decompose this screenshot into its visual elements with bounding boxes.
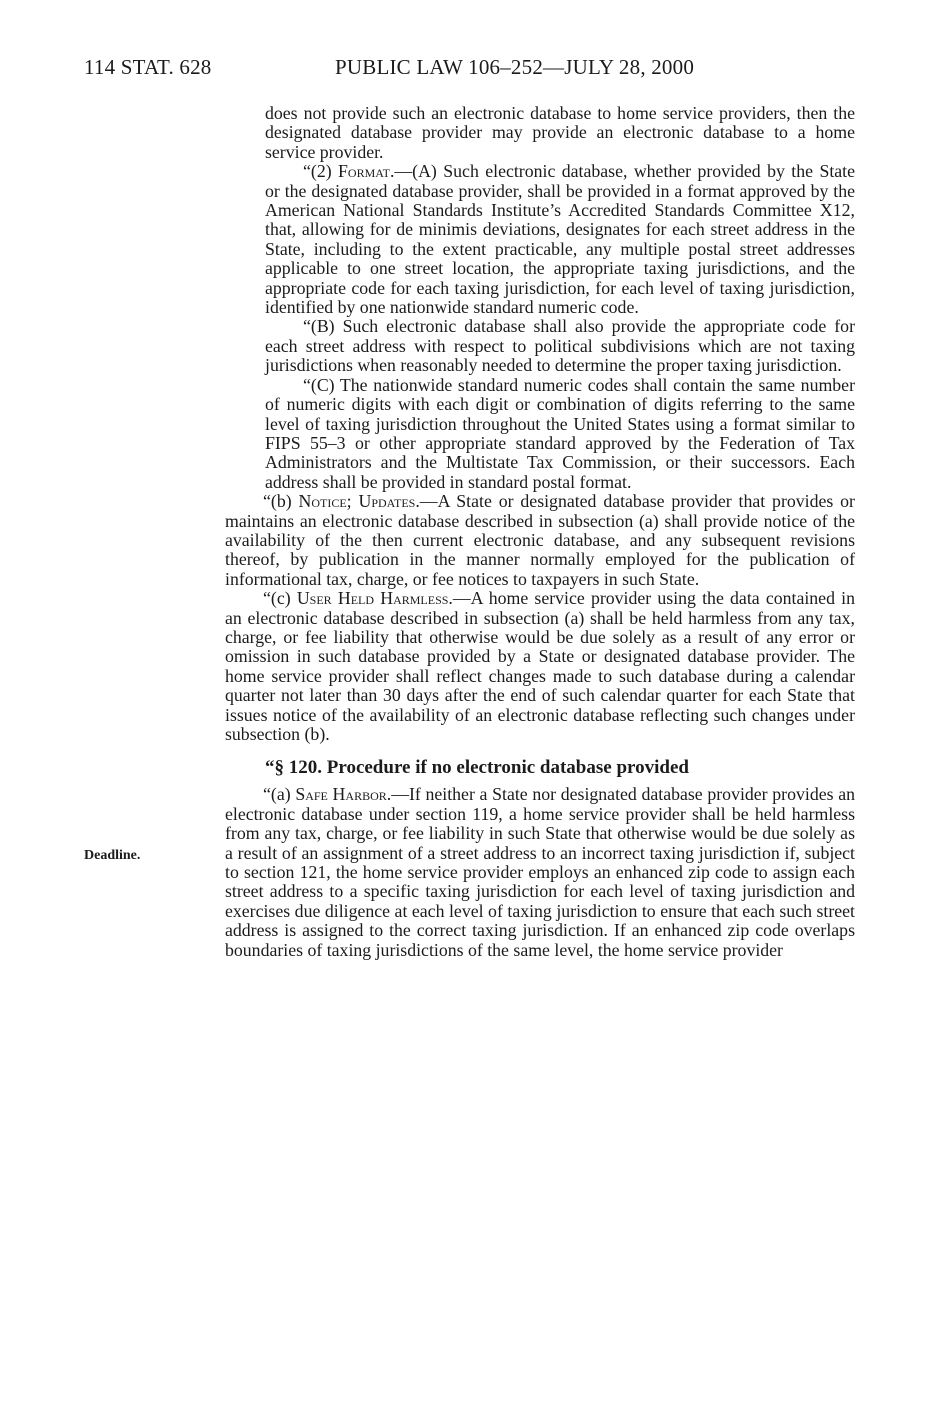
paragraph-notice-updates: [225, 492, 855, 589]
paragraph-lead: “(c): [263, 588, 297, 609]
public-law-title: PUBLIC LAW 106–252—JULY 28, 2000: [335, 55, 695, 79]
paragraph-format: [225, 162, 855, 317]
paragraph-text: —A home service provider using the data contained in an electronic database described in subsection (a) shall be held harmless from any tax, charge, or fee liability that otherwise would be due solely as a result of any error or omission in such database provided by a State or designated database provider. The home service provider shall reflect changes made to such database during a calendar quarter not later than 30 days after the end of such calendar quarter for each State that issues notice of the availability of an electronic database reflecting such changes under subsection (b).: [225, 588, 855, 744]
section-heading-safe-harbor: Safe Harbor.: [295, 784, 392, 805]
document-body: [225, 104, 855, 960]
paragraph-c-codes: “(C) The nationwide standard numeric codes shall contain the same number of numeric digits with each digit or combination of digits referring to the same level of taxing jurisdiction throughout the United States using a format similar to FIPS 55–3 or other appropriate standard approved by the Federation of Tax Administrators and the Multistate Tax Commission, or their successors. Each address shall be provided in standard postal format.: [265, 374, 855, 492]
paragraph-text: —If neither a State nor designated database provider provides an electronic database under section 119, a home service provider shall be held harmless from any tax, charge, or fee liability in such State that otherwise would be due solely as a result of an assignment of a street address to an incorrect taxing jurisdiction if, subject to section 121, the home service provider employs an enhanced zip code to assign each street address to a specific taxing jurisdiction for each level of taxing jurisdiction and exercises due diligence at each level of taxing jurisdiction to ensure that each such street address is assigned to the correct taxing jurisdiction. If an enhanced zip code overlaps boundaries of taxing jurisdictions of the same level, the home service provider: [225, 784, 855, 960]
paragraph-lead: “(a): [263, 784, 296, 805]
paragraph-text: —A State or designated database provider that provides or maintains an electronic database described in subsection (a) shall provide notice of the availability of the then current electronic database, and any subsequent revisions thereof, by publication in the manner normally employed for the publication of informational tax, charge, or fee notices to taxpayers in such State.: [225, 491, 855, 589]
margin-note-deadline: Deadline.: [84, 848, 141, 863]
section-heading-harmless: User Held Harmless.: [296, 588, 453, 609]
page-header: [0, 55, 947, 85]
paragraph-b-database: “(B) Such electronic database shall also provide the appropriate code for each street address with respect to political subdivisions which are not taxing jurisdictions when reasonably needed to determine the proper taxing jurisdiction.: [265, 316, 855, 376]
section-heading-notice: Notice; Updates.: [298, 491, 420, 512]
paragraph-text: —(A) Such electronic database, whether provided by the State or the designated database provider, shall be provided in a format approved by the American National Standards Institute’s Accredited Standards Committee X12, that, allowing for de minimis deviations, designates for each street address in the State, including to the extent practicable, any multiple postal street addresses applicable to one street location, the appropriate taxing jurisdictions, and the appropriate code for each taxing jurisdiction, for each level of taxing jurisdiction, identified by one nationwide standard numeric code.: [265, 161, 855, 318]
paragraph-continuation: does not provide such an electronic database to home service providers, then the designated database provider may provide an electronic database to a home service provider.: [265, 103, 855, 162]
section-120-heading: “§ 120. Procedure if no electronic database provided: [265, 757, 689, 779]
statute-page-number: 114 STAT. 628: [84, 55, 212, 79]
paragraph-user-held-harmless: [225, 589, 855, 744]
paragraph-safe-harbor: [225, 785, 855, 960]
section-heading-format: Format.: [338, 161, 395, 182]
paragraph-lead: “(2): [303, 161, 339, 182]
paragraph-lead: “(b): [263, 491, 299, 512]
